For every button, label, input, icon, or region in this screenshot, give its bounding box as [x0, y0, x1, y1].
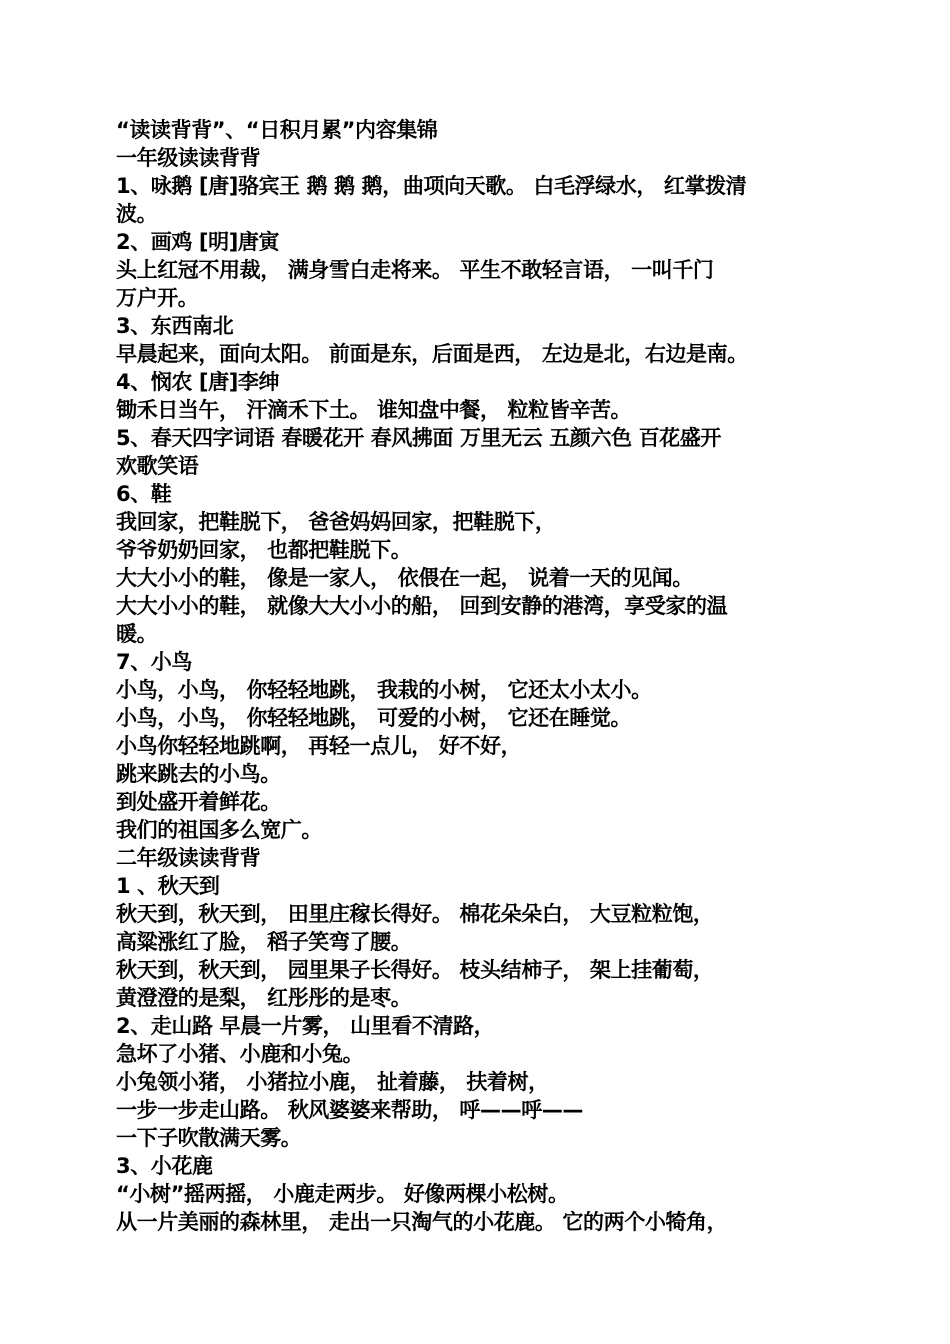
- item-heading: 3、小花鹿: [116, 1154, 213, 1178]
- item-heading: 2、画鸡 [明]唐寅: [116, 230, 280, 254]
- item-heading: 7、小鸟: [116, 650, 193, 674]
- text-line: 秋天到，秋天到， 园里果子长得好。 枝头结柿子， 架上挂葡萄，: [116, 958, 714, 982]
- text-line: 万户开。: [116, 286, 199, 310]
- section-heading: 二年级读读背背: [116, 846, 261, 870]
- text-line: 急坏了小猪、小鹿和小兔。: [116, 1042, 364, 1066]
- text-line: 从一片美丽的森林里， 走出一只淘气的小花鹿。 它的两个小犄角，: [116, 1210, 728, 1234]
- text-line: 暖。: [116, 622, 158, 646]
- document-body: [116, 116, 846, 1236]
- text-line: 秋天到，秋天到， 田里庄稼长得好。 棉花朵朵白， 大豆粒粒饱，: [116, 902, 714, 926]
- text-line: 爷爷奶奶回家， 也都把鞋脱下。: [116, 538, 412, 562]
- text-line: 波。: [116, 202, 158, 226]
- text-line: 欢歌笑语: [116, 454, 199, 478]
- item-heading: 4、悯农 [唐]李绅: [116, 370, 280, 394]
- text-line: 到处盛开着鲜花。: [116, 790, 281, 814]
- document-title: “读读背背”、“日积月累”内容集锦: [116, 118, 438, 142]
- text-line: 1、咏鹅 [唐]骆宾王 鹅 鹅 鹅，曲项向天歌。 白毛浮绿水， 红掌拨清: [116, 174, 747, 198]
- text-line: 大大小小的鞋， 像是一家人， 依偎在一起， 说着一天的见闻。: [116, 566, 693, 590]
- text-line: 大大小小的鞋， 就像大大小小的船， 回到安静的港湾，享受家的温: [116, 594, 728, 618]
- text-line: 小鸟，小鸟， 你轻轻地跳， 我栽的小树， 它还太小太小。: [116, 678, 652, 702]
- text-line: 早晨起来，面向太阳。 前面是东，后面是西， 左边是北，右边是南。: [116, 342, 748, 366]
- text-line: 黄澄澄的是梨， 红彤彤的是枣。: [116, 986, 412, 1010]
- section-heading: 一年级读读背背: [116, 146, 261, 170]
- text-line: 小兔领小猪， 小猪拉小鹿， 扯着藤， 扶着树，: [116, 1070, 549, 1094]
- text-line: 一步一步走山路。 秋风婆婆来帮助， 呼——呼——: [116, 1098, 584, 1122]
- text-line: 5、春天四字词语 春暖花开 春风拂面 万里无云 五颜六色 百花盛开: [116, 426, 721, 450]
- text-line: 跳来跳去的小鸟。: [116, 762, 281, 786]
- item-heading: 1 、秋天到: [116, 874, 220, 898]
- text-line: 一下子吹散满天雾。: [116, 1126, 302, 1150]
- item-heading: 6、鞋: [116, 482, 172, 506]
- item-heading: 2、走山路 早晨一片雾， 山里看不清路，: [116, 1014, 495, 1038]
- text-line: 头上红冠不用裁， 满身雪白走将来。 平生不敢轻言语， 一叫千门: [116, 258, 714, 282]
- text-line: 锄禾日当午， 汗滴禾下土。 谁知盘中餐， 粒粒皆辛苦。: [116, 398, 632, 422]
- text-line: 小鸟，小鸟， 你轻轻地跳， 可爱的小树， 它还在睡觉。: [116, 706, 632, 730]
- text-line: 我们的祖国多么宽广。: [116, 818, 322, 842]
- text-line: “小树”摇两摇， 小鹿走两步。 好像两棵小松树。: [116, 1182, 569, 1206]
- text-line: 我回家，把鞋脱下， 爸爸妈妈回家，把鞋脱下，: [116, 510, 556, 534]
- item-heading: 3、东西南北: [116, 314, 234, 338]
- text-line: 高粱涨红了脸， 稻子笑弯了腰。: [116, 930, 412, 954]
- text-line: 小鸟你轻轻地跳啊， 再轻一点儿， 好不好，: [116, 734, 522, 758]
